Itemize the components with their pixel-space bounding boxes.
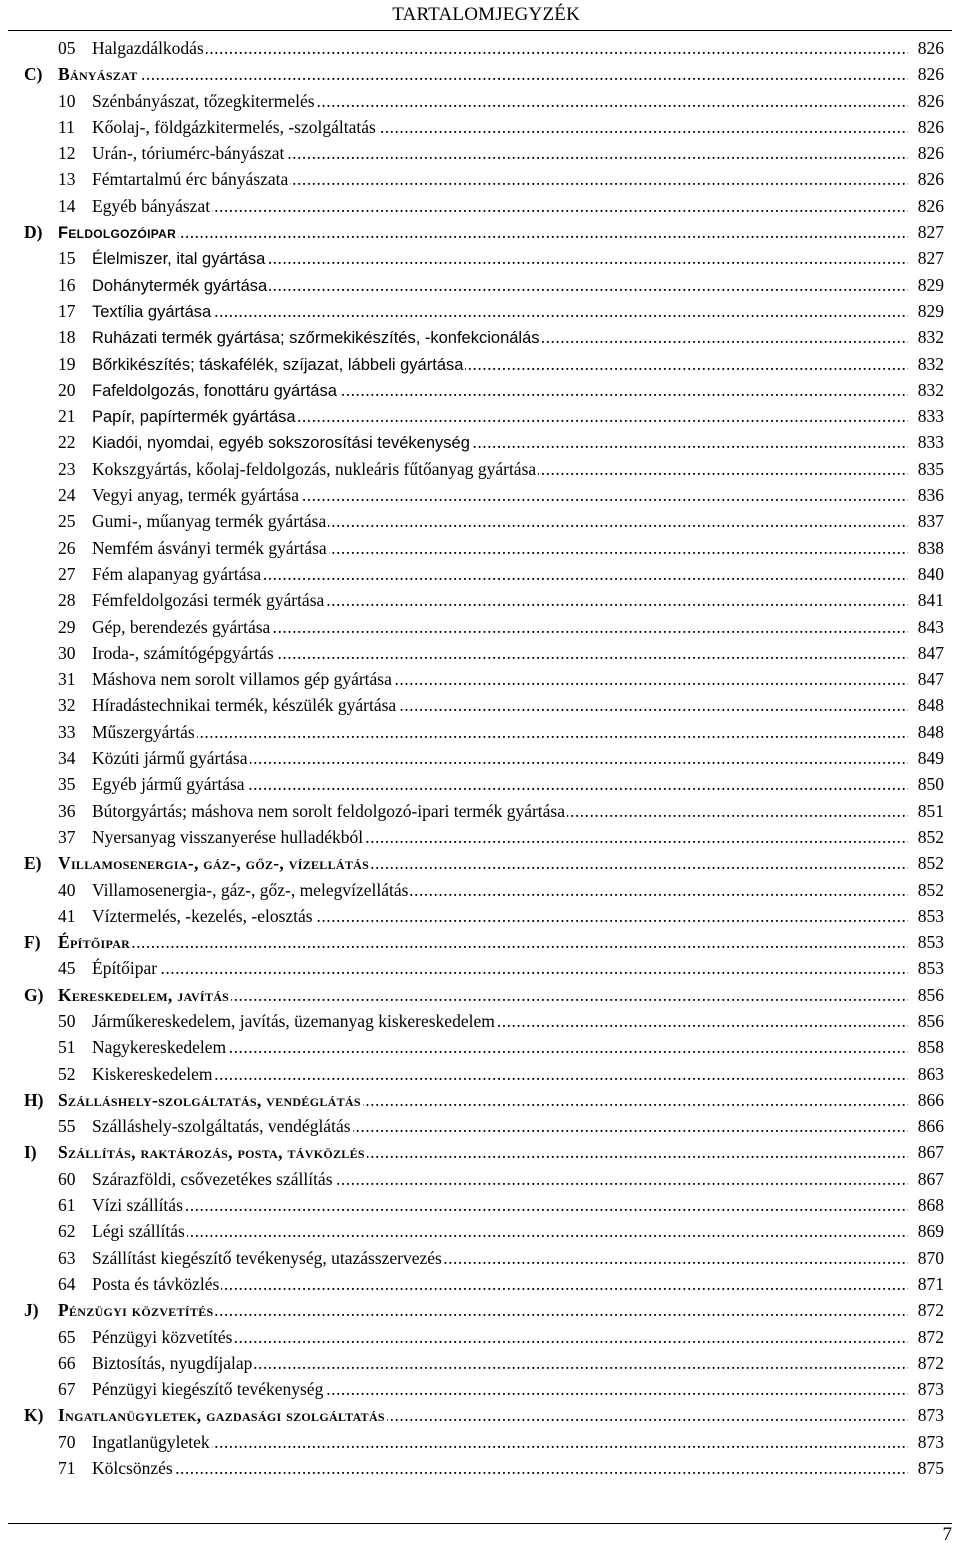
entry-code: 11 — [58, 116, 75, 137]
page-ref: 873 — [916, 1429, 944, 1455]
toc-entry-row[interactable] — [24, 640, 944, 666]
page-ref: 829 — [916, 298, 944, 324]
entry-code: 40 — [58, 879, 76, 900]
entry-code: 62 — [58, 1221, 76, 1242]
entry-title: Nagykereskedelem — [92, 1037, 227, 1058]
entry-code: 21 — [58, 406, 76, 427]
entry-code: 26 — [58, 537, 76, 558]
entry-title: Építőipar — [92, 958, 158, 979]
section-letter: J) — [24, 1300, 39, 1321]
entry-code: 13 — [58, 169, 76, 190]
entry-code: 60 — [58, 1168, 76, 1189]
toc-entry-row[interactable] — [24, 1034, 944, 1060]
entry-title: Dohánytermék gyártása — [92, 276, 268, 295]
entry-title: Fémtartalmú érc bányászata — [92, 169, 289, 190]
entry-title: Kölcsönzés — [92, 1458, 173, 1479]
entry-code: 61 — [58, 1195, 76, 1216]
toc-entry-row[interactable] — [24, 719, 944, 745]
entry-title: Bőrkikészítés; táskafélék, szíjazat, lábbeli gyártása — [92, 355, 464, 374]
entry-code: 29 — [58, 616, 76, 637]
page-footer-rule — [8, 1523, 952, 1524]
page-ref: 872 — [916, 1297, 944, 1323]
page-ref: 867 — [916, 1166, 944, 1192]
entry-title: Vegyi anyag, termék gyártása — [92, 485, 300, 506]
entry-code: 30 — [58, 642, 76, 663]
section-title: Villamosenergia-, gáz-, gőz-, vízellátás — [58, 853, 370, 874]
toc-entry-row[interactable] — [24, 535, 944, 561]
entry-title: Szállítást kiegészítő tevékenység, utazásszervezés — [92, 1247, 442, 1268]
toc-entry-row[interactable] — [24, 140, 944, 166]
entry-code: 41 — [58, 905, 76, 926]
entry-code: 25 — [58, 511, 76, 532]
toc-entry-row[interactable] — [24, 1350, 944, 1376]
entry-code: 31 — [58, 669, 76, 690]
toc-entry-row[interactable] — [24, 482, 944, 508]
page-ref: 848 — [916, 692, 944, 718]
entry-title: Kőolaj-, földgázkitermelés, -szolgáltatás — [92, 116, 376, 137]
section-title: Kereskedelem, javítás — [58, 984, 230, 1005]
entry-title: Kokszgyártás, kőolaj-feldolgozás, nukleáris fűtőanyag gyártása — [92, 458, 537, 479]
entry-code: 12 — [58, 143, 76, 164]
toc-entry-row[interactable] — [24, 114, 944, 140]
entry-title: Urán-, tóriumérc-bányászat — [92, 143, 285, 164]
entry-title: Légi szállítás — [92, 1221, 185, 1242]
entry-title: Víztermelés, -kezelés, -elosztás — [92, 905, 313, 926]
page-ref: 826 — [916, 88, 944, 114]
entry-title: Egyéb jármű gyártása — [92, 774, 245, 795]
page-ref: 840 — [916, 561, 944, 587]
toc-entry-row[interactable] — [24, 508, 944, 534]
page-ref: 829 — [916, 272, 944, 298]
toc-entry-row[interactable] — [24, 1192, 944, 1218]
entry-code: 70 — [58, 1431, 76, 1452]
page-ref: 852 — [916, 877, 944, 903]
entry-title: Ruházati termék gyártása; szőrmekikészítés, -konfekcionálás — [92, 329, 540, 348]
toc-entry-row[interactable] — [24, 166, 944, 192]
page-ref: 868 — [916, 1192, 944, 1218]
section-title: Szálláshely-szolgáltatás, vendéglátás — [58, 1089, 361, 1110]
entry-code: 34 — [58, 748, 76, 769]
toc-entry-row[interactable] — [24, 298, 944, 324]
page-ref: 827 — [916, 219, 944, 245]
entry-title: Fémfeldolgozási termék gyártása — [92, 590, 325, 611]
entry-code: 45 — [58, 958, 76, 979]
page-number: 7 — [942, 1524, 952, 1545]
toc-entry-row[interactable] — [24, 824, 944, 850]
page-ref: 866 — [916, 1113, 944, 1139]
entry-code: 10 — [58, 90, 76, 111]
section-title: Pénzügyi közvetítés — [58, 1300, 214, 1321]
toc-section-row[interactable] — [24, 1087, 944, 1113]
toc-entry-row[interactable] — [24, 771, 944, 797]
toc-entry-row[interactable] — [24, 1455, 944, 1481]
section-letter: G) — [24, 984, 44, 1005]
entry-code: 36 — [58, 800, 76, 821]
toc-entry-row[interactable] — [24, 1008, 944, 1034]
toc-entry-row[interactable] — [24, 35, 944, 61]
entry-title: Szárazföldi, csővezetékes szállítás — [92, 1168, 333, 1189]
toc-entry-row[interactable] — [24, 798, 944, 824]
toc-entry-row[interactable] — [24, 561, 944, 587]
entry-title: Egyéb bányászat — [92, 195, 211, 216]
table-of-contents — [24, 35, 944, 1481]
toc-entry-row[interactable] — [24, 88, 944, 114]
page-ref: 843 — [916, 614, 944, 640]
entry-title: Halgazdálkodás — [92, 38, 204, 58]
entry-title: Híradástechnikai termék, készülék gyártása — [92, 695, 397, 716]
page-ref: 871 — [916, 1271, 944, 1297]
section-title: Bányászat — [58, 64, 138, 85]
toc-section-row[interactable] — [24, 982, 944, 1008]
toc-section-row[interactable] — [24, 61, 944, 87]
section-letter: E) — [24, 853, 42, 874]
page-ref: 841 — [916, 587, 944, 613]
toc-entry-row[interactable] — [24, 272, 944, 298]
entry-title: Műszergyártás — [92, 721, 195, 742]
entry-title: Járműkereskedelem, javítás, üzemanyag kiskereskedelem — [92, 1010, 495, 1031]
page-ref: 872 — [916, 1324, 944, 1350]
section-letter: H) — [24, 1089, 44, 1110]
page-ref: 875 — [916, 1455, 944, 1481]
entry-title: Kiskereskedelem — [92, 1063, 213, 1084]
page-ref: 853 — [916, 929, 944, 955]
page-ref: 847 — [916, 640, 944, 666]
page-ref: 826 — [916, 35, 944, 61]
page-ref: 867 — [916, 1139, 944, 1165]
entry-code: 14 — [58, 195, 76, 216]
toc-entry-row[interactable] — [24, 666, 944, 692]
toc-entry-row[interactable] — [24, 429, 944, 455]
toc-entry-row[interactable] — [24, 1324, 944, 1350]
entry-title: Gép, berendezés gyártása — [92, 616, 271, 637]
toc-section-row[interactable] — [24, 1402, 944, 1428]
page-ref: 858 — [916, 1034, 944, 1060]
toc-entry-row[interactable] — [24, 403, 944, 429]
toc-entry-row[interactable] — [24, 1218, 944, 1244]
toc-entry-row[interactable] — [24, 351, 944, 377]
toc-entry-row[interactable] — [24, 1166, 944, 1192]
page-ref: 869 — [916, 1218, 944, 1244]
entry-title: Posta és távközlés — [92, 1273, 220, 1294]
page-ref: 848 — [916, 719, 944, 745]
section-letter: D) — [24, 222, 43, 243]
page-ref: 832 — [916, 324, 944, 350]
section-title: Feldolgozóipar — [58, 224, 177, 243]
entry-title: Élelmiszer, ital gyártása — [92, 250, 266, 269]
toc-section-row[interactable] — [24, 929, 944, 955]
toc-entry-row[interactable] — [24, 903, 944, 929]
section-title: Szállítás, raktározás, posta, távközlés — [58, 1142, 365, 1163]
toc-entry-row[interactable] — [24, 377, 944, 403]
toc-entry-row[interactable] — [24, 614, 944, 640]
page-ref: 849 — [916, 745, 944, 771]
page-ref: 836 — [916, 482, 944, 508]
page-ref: 853 — [916, 955, 944, 981]
entry-code: 16 — [58, 274, 76, 295]
entry-code: 63 — [58, 1247, 76, 1268]
page-ref: 838 — [916, 535, 944, 561]
entry-title: Biztosítás, nyugdíjalap — [92, 1352, 253, 1373]
page-header — [8, 2, 952, 31]
toc-entry-row[interactable] — [24, 193, 944, 219]
page-ref: 850 — [916, 771, 944, 797]
toc-entry-row[interactable] — [24, 245, 944, 271]
toc-entry-row[interactable] — [24, 1429, 944, 1455]
entry-code: 28 — [58, 590, 76, 611]
entry-code: 17 — [58, 300, 76, 321]
entry-title: Iroda-, számítógépgyártás — [92, 642, 274, 663]
page-ref: 833 — [916, 429, 944, 455]
entry-code: 55 — [58, 1116, 76, 1137]
page-ref: 852 — [916, 824, 944, 850]
page-ref: 835 — [916, 456, 944, 482]
section-letter: F) — [24, 932, 41, 953]
entry-title: Ingatlanügyletek — [92, 1431, 210, 1452]
section-letter: C) — [24, 64, 43, 85]
page-ref: 856 — [916, 982, 944, 1008]
page-ref: 826 — [916, 193, 944, 219]
toc-section-row[interactable] — [24, 1297, 944, 1323]
page-ref: 826 — [916, 166, 944, 192]
entry-title: Kiadói, nyomdai, egyéb sokszorosítási tevékenység — [92, 434, 470, 453]
page-ref: 866 — [916, 1087, 944, 1113]
entry-code: 22 — [58, 432, 76, 453]
entry-code: 50 — [58, 1010, 76, 1031]
entry-code: 27 — [58, 563, 76, 584]
entry-code: 67 — [58, 1379, 76, 1400]
toc-entry-row[interactable] — [24, 456, 944, 482]
entry-code: 51 — [58, 1037, 76, 1058]
page-ref: 851 — [916, 798, 944, 824]
entry-title: Textília gyártása — [92, 302, 212, 321]
entry-code: 71 — [58, 1458, 76, 1479]
entry-code: 35 — [58, 774, 76, 795]
entry-code: 32 — [58, 695, 76, 716]
entry-code: 24 — [58, 485, 76, 506]
entry-code: 20 — [58, 379, 76, 400]
entry-code: 66 — [58, 1352, 76, 1373]
entry-code: 64 — [58, 1273, 76, 1294]
toc-entry-row[interactable] — [24, 877, 944, 903]
page-ref: 873 — [916, 1376, 944, 1402]
page-ref: 847 — [916, 666, 944, 692]
entry-title: Máshova nem sorolt villamos gép gyártása — [92, 669, 392, 690]
entry-title: Közúti jármű gyártása — [92, 748, 248, 769]
entry-code: 15 — [58, 248, 76, 269]
toc-entry-row[interactable] — [24, 1245, 944, 1271]
entry-code: 65 — [58, 1326, 76, 1347]
entry-title: Szálláshely-szolgáltatás, vendéglátás — [92, 1116, 351, 1137]
toc-entry-row[interactable] — [24, 955, 944, 981]
section-title: Ingatlanügyletek, gazdasági szolgáltatás — [58, 1405, 385, 1426]
toc-section-row[interactable] — [24, 1139, 944, 1165]
page-ref: 827 — [916, 245, 944, 271]
page-ref: 833 — [916, 403, 944, 429]
toc-section-row[interactable] — [24, 850, 944, 876]
section-title: Építőipar — [58, 932, 131, 953]
page-ref: 870 — [916, 1245, 944, 1271]
toc-entry-row[interactable] — [24, 587, 944, 613]
page-ref: 856 — [916, 1008, 944, 1034]
page-ref: 837 — [916, 508, 944, 534]
page-ref: 852 — [916, 850, 944, 876]
entry-title: Vízi szállítás — [92, 1195, 183, 1216]
page-ref: 853 — [916, 903, 944, 929]
entry-code: 19 — [58, 353, 76, 374]
entry-title: Pénzügyi kiegészítő tevékenység — [92, 1379, 324, 1400]
page-ref: 832 — [916, 351, 944, 377]
page-ref: 826 — [916, 140, 944, 166]
entry-title: Nemfém ásványi termék gyártása — [92, 537, 327, 558]
page-ref: 826 — [916, 61, 944, 87]
entry-code: 33 — [58, 721, 76, 742]
toc-entry-row[interactable] — [24, 1061, 944, 1087]
section-letter: I) — [24, 1142, 37, 1163]
toc-entry-row[interactable] — [24, 1113, 944, 1139]
toc-section-row[interactable] — [24, 219, 944, 245]
page-ref: 826 — [916, 114, 944, 140]
entry-title: Nyersanyag visszanyerése hulladékból — [92, 826, 364, 847]
entry-code: 05 — [58, 38, 76, 58]
entry-title: Fém alapanyag gyártása — [92, 563, 262, 584]
entry-code: 23 — [58, 458, 76, 479]
page-ref: 872 — [916, 1350, 944, 1376]
entry-title: Szénbányászat, tőzegkitermelés — [92, 90, 315, 111]
toc-entry-row[interactable] — [24, 324, 944, 350]
section-letter: K) — [24, 1405, 44, 1426]
toc-entry-row[interactable] — [24, 692, 944, 718]
page-ref: 863 — [916, 1061, 944, 1087]
toc-entry-row[interactable] — [24, 745, 944, 771]
entry-code: 37 — [58, 826, 76, 847]
entry-title: Villamosenergia-, gáz-, gőz-, melegvízellátás — [92, 879, 409, 900]
entry-title: Bútorgyártás; máshova nem sorolt feldolgozó-ipari termék gyártása — [92, 800, 566, 821]
toc-entry-row[interactable] — [24, 1271, 944, 1297]
entry-title: Papír, papírtermék gyártása — [92, 408, 296, 427]
toc-entry-row[interactable] — [24, 1376, 944, 1402]
header-title: TARTALOMJEGYZÉK — [392, 4, 580, 25]
entry-title: Gumi-, műanyag termék gyártása — [92, 511, 327, 532]
page-ref: 873 — [916, 1402, 944, 1428]
entry-title: Pénzügyi közvetítés — [92, 1326, 233, 1347]
entry-title: Fafeldolgozás, fonottáru gyártása — [92, 381, 337, 400]
page-ref: 832 — [916, 377, 944, 403]
entry-code: 52 — [58, 1063, 76, 1084]
entry-code: 18 — [58, 327, 76, 348]
